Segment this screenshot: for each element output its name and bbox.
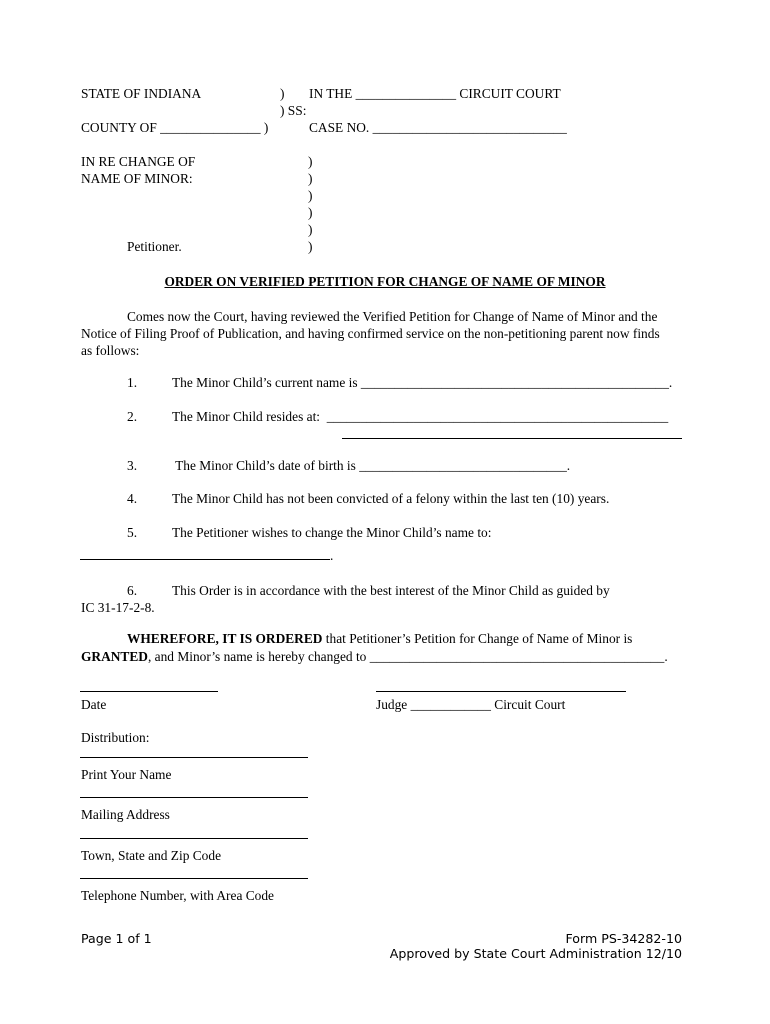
caption-paren: ) bbox=[308, 222, 313, 237]
caption-paren: ) bbox=[308, 188, 313, 203]
judge-label: Judge ____________ Circuit Court bbox=[376, 697, 566, 712]
finding-date-of-birth: The Minor Child’s date of birth is _______________________________. bbox=[172, 458, 571, 473]
item-number: 2. bbox=[127, 409, 138, 424]
petitioner-label: Petitioner. bbox=[127, 239, 182, 254]
item-number: 1. bbox=[127, 375, 138, 390]
intro-line-2: Notice of Filing Proof of Publication, and having confirmed service on the non-petitioning parent now finds bbox=[81, 326, 660, 341]
in-re-line-2: NAME OF MINOR: bbox=[81, 171, 193, 186]
finding-no-felony: The Minor Child has not been convicted of a felony within the last ten (10) years. bbox=[172, 491, 610, 506]
telephone-line bbox=[80, 878, 308, 879]
document-title: ORDER ON VERIFIED PETITION FOR CHANGE OF NAME OF MINOR bbox=[164, 274, 606, 289]
intro-line-3: as follows: bbox=[81, 343, 140, 358]
court-name-line: IN THE _______________ CIRCUIT COURT bbox=[309, 86, 561, 101]
wherefore-granted: GRANTED bbox=[81, 649, 148, 664]
finding-best-interest: This Order is in accordance with the best interest of the Minor Child as guided by bbox=[172, 583, 610, 598]
new-name-period: . bbox=[330, 548, 334, 563]
town-state-zip-label: Town, State and Zip Code bbox=[81, 848, 222, 863]
item-number: 6. bbox=[127, 583, 138, 598]
caption-paren: ) bbox=[308, 154, 313, 169]
judge-signature-line bbox=[376, 691, 626, 692]
finding-current-name: The Minor Child’s current name is ______________________________________________. bbox=[172, 375, 673, 390]
wherefore-line-2 bbox=[81, 648, 668, 665]
wherefore-ordered: WHEREFORE, IT IS ORDERED bbox=[127, 631, 323, 646]
residence-blank-line bbox=[342, 438, 682, 439]
caption-paren: ) bbox=[308, 205, 313, 220]
wherefore-line-1 bbox=[127, 630, 632, 647]
page-number: Page 1 of 1 bbox=[81, 931, 152, 946]
item-number: 3. bbox=[127, 458, 138, 473]
wherefore-name-line: , and Minor’s name is hereby changed to ____________________________________________. bbox=[147, 649, 668, 664]
date-signature-line bbox=[80, 691, 218, 692]
in-re-line-1: IN RE CHANGE OF bbox=[81, 154, 196, 169]
approval-note: Approved by State Court Administration 12/10 bbox=[389, 946, 682, 961]
new-name-blank-line bbox=[80, 559, 330, 560]
caption-paren: ) bbox=[308, 239, 313, 254]
state-label: STATE OF INDIANA bbox=[81, 86, 202, 101]
caption-paren: ) bbox=[308, 171, 313, 186]
intro-line-1: Comes now the Court, having reviewed the Verified Petition for Change of Name of Minor and the bbox=[127, 309, 658, 324]
form-number: Form PS-34282-10 bbox=[565, 931, 682, 946]
ss-label: ) SS: bbox=[280, 103, 307, 118]
mailing-address-label: Mailing Address bbox=[81, 807, 170, 822]
date-label: Date bbox=[81, 697, 107, 712]
telephone-label: Telephone Number, with Area Code bbox=[81, 888, 275, 903]
mailing-address-line bbox=[80, 797, 308, 798]
print-name-line bbox=[80, 757, 308, 758]
wherefore-text: that Petitioner’s Petition for Change of Name of Minor is bbox=[322, 631, 633, 646]
caption-paren: ) bbox=[280, 86, 285, 101]
finding-statute: IC 31-17-2-8. bbox=[81, 600, 155, 615]
distribution-label: Distribution: bbox=[81, 730, 150, 745]
finding-residence: The Minor Child resides at: ___________________________________________________ bbox=[172, 409, 669, 424]
item-number: 4. bbox=[127, 491, 138, 506]
case-number-line: CASE NO. _____________________________ bbox=[309, 120, 567, 135]
print-name-label: Print Your Name bbox=[81, 767, 172, 782]
finding-new-name: The Petitioner wishes to change the Minor Child’s name to: bbox=[172, 525, 492, 540]
county-line: COUNTY OF _______________ ) bbox=[81, 120, 269, 135]
item-number: 5. bbox=[127, 525, 138, 540]
town-state-zip-line bbox=[80, 838, 308, 839]
